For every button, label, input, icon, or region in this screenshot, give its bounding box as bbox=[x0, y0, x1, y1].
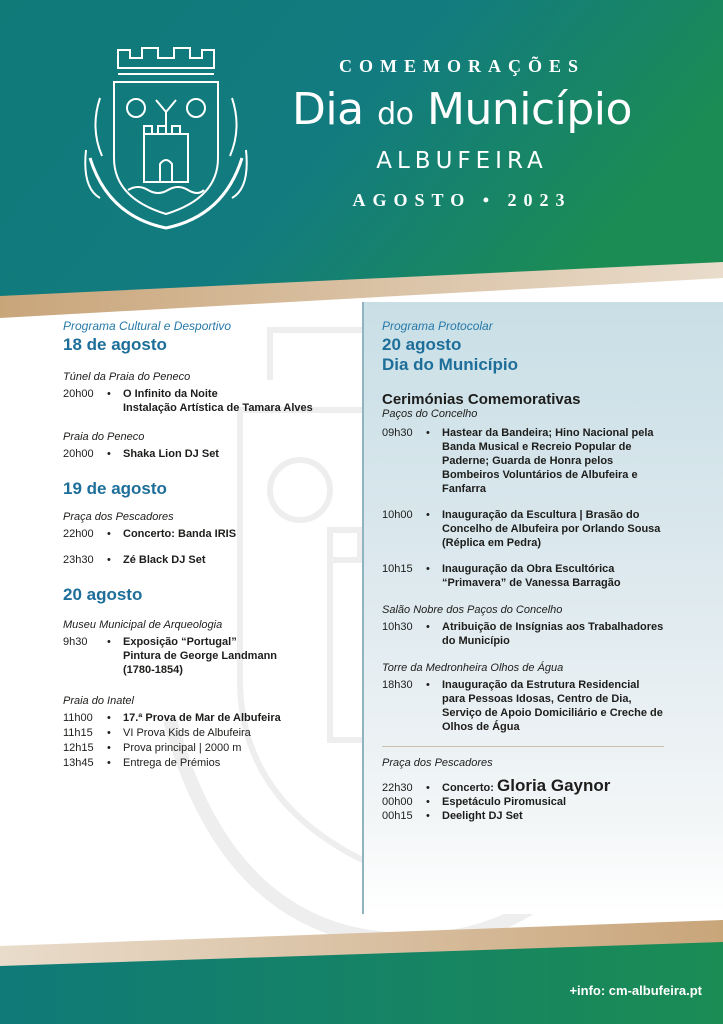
day-subtitle: Dia do Município bbox=[382, 355, 518, 374]
event-time: 22h30 bbox=[382, 782, 413, 794]
event-time: 10h30 bbox=[382, 621, 413, 633]
title-word-municipio: Município bbox=[413, 84, 632, 135]
event-time: 10h00 bbox=[382, 509, 413, 521]
footer-background bbox=[0, 920, 723, 1024]
event-desc: O Infinito da Noite Instalação Artística de Tamara Alves bbox=[123, 388, 313, 414]
city-name: ALBUFEIRA bbox=[376, 148, 548, 174]
section-divider bbox=[382, 746, 664, 747]
venue-label: Praia do Peneco bbox=[63, 431, 145, 443]
crest-icon bbox=[78, 38, 254, 234]
bullet: • bbox=[107, 757, 111, 769]
bullet: • bbox=[107, 448, 111, 460]
event-time: 10h15 bbox=[382, 563, 413, 575]
header-date: AGOSTO • 2023 bbox=[352, 190, 572, 210]
event-row bbox=[382, 426, 664, 496]
header-kicker: COMEMORAÇÕES bbox=[339, 56, 585, 76]
event-desc: Deelight DJ Set bbox=[442, 810, 523, 822]
venue-label: Praça dos Pescadores bbox=[63, 511, 174, 523]
bullet: • bbox=[426, 796, 430, 808]
event-row bbox=[382, 620, 664, 648]
event-desc: 17.ª Prova de Mar de Albufeira bbox=[123, 712, 281, 724]
event-desc: Concerto: Banda IRIS bbox=[123, 528, 237, 540]
footer-band bbox=[0, 920, 723, 1024]
bullet: • bbox=[107, 742, 111, 754]
event-time: 22h00 bbox=[63, 528, 94, 540]
event-row bbox=[382, 795, 664, 809]
bullet: • bbox=[107, 528, 111, 540]
venue-label: Paços do Concelho bbox=[382, 408, 478, 420]
bullet: • bbox=[107, 727, 111, 739]
event-desc: Atribuição de Insígnias aos Trabalhadores do Município bbox=[442, 621, 664, 647]
event-desc: Inauguração da Obra Escultórica “Primavera” de Vanessa Barragão bbox=[442, 563, 621, 589]
event-time: 11h15 bbox=[63, 727, 93, 739]
event-row bbox=[382, 508, 664, 550]
event-time: 23h30 bbox=[63, 554, 94, 566]
event-row bbox=[382, 562, 664, 590]
concert-prefix: Concerto: bbox=[442, 782, 497, 794]
day-heading: 20 agosto bbox=[63, 585, 143, 604]
ceremony-title: Cerimónias Comemorativas bbox=[382, 391, 581, 408]
bullet: • bbox=[426, 509, 430, 521]
bullet: • bbox=[426, 679, 430, 691]
event-time: 9h30 bbox=[63, 636, 88, 648]
page-title bbox=[262, 84, 662, 135]
event-time: 18h30 bbox=[382, 679, 413, 691]
concert-artist: Gloria Gaynor bbox=[497, 776, 611, 795]
event-desc: Zé Black DJ Set bbox=[123, 554, 206, 566]
bullet: • bbox=[426, 563, 430, 575]
event-desc: Hastear da Bandeira; Hino Nacional pela Banda Musical e Recreio Popular de Paderne; Guarda de Honra pelos Bombeiros Voluntários de Albufeira e Fanfarra bbox=[442, 427, 654, 495]
venue-label: Praça dos Pescadores bbox=[382, 757, 493, 769]
program-label: Programa Cultural e Desportivo bbox=[63, 319, 232, 333]
event-desc: Inauguração da Estrutura Residencial para Pessoas Idosas, Centro de Dia, Serviço de Apoio Domiciliário e Creche de Olhos de Água bbox=[442, 679, 663, 733]
bullet: • bbox=[426, 782, 430, 794]
bullet: • bbox=[426, 621, 430, 633]
protocol-program bbox=[382, 319, 664, 823]
program-label: Programa Protocolar bbox=[382, 319, 493, 333]
bullet: • bbox=[107, 712, 111, 724]
event-desc bbox=[442, 776, 611, 795]
bullet: • bbox=[426, 810, 430, 822]
bullet: • bbox=[426, 427, 430, 439]
event-time: 13h45 bbox=[63, 757, 94, 769]
event-time: 12h15 bbox=[63, 742, 94, 754]
day-heading: 19 de agosto bbox=[63, 479, 167, 498]
info-link[interactable]: +info: cm-albufeira.pt bbox=[569, 983, 702, 998]
venue-label: Túnel da Praia do Peneco bbox=[63, 371, 191, 383]
event-desc: Shaka Lion DJ Set bbox=[123, 448, 219, 460]
event-row bbox=[63, 756, 353, 770]
bullet: • bbox=[107, 554, 111, 566]
bullet: • bbox=[107, 388, 111, 400]
event-row bbox=[63, 527, 353, 541]
event-desc: VI Prova Kids de Albufeira bbox=[123, 727, 251, 739]
event-time: 11h00 bbox=[63, 712, 93, 724]
cultural-program bbox=[63, 319, 353, 770]
event-desc: Prova principal | 2000 m bbox=[123, 742, 242, 754]
venue-label: Museu Municipal de Arqueologia bbox=[63, 619, 223, 631]
venue-label: Salão Nobre dos Paços do Concelho bbox=[382, 604, 563, 616]
event-row bbox=[63, 635, 353, 677]
event-time: 09h30 bbox=[382, 427, 413, 439]
municipal-crest bbox=[78, 38, 254, 234]
title-word-dia: Dia bbox=[292, 84, 378, 135]
event-row bbox=[63, 741, 353, 755]
event-row bbox=[63, 711, 353, 725]
bullet: • bbox=[107, 636, 111, 648]
title-word-do: do bbox=[377, 97, 414, 132]
event-row bbox=[382, 678, 664, 734]
event-time: 20h00 bbox=[63, 388, 94, 400]
event-desc: Exposição “Portugal” Pintura de George Landmann (1780-1854) bbox=[123, 636, 278, 676]
event-row bbox=[63, 726, 353, 740]
day-heading: 20 agosto bbox=[382, 335, 462, 354]
venue-label: Praia do Inatel bbox=[63, 695, 134, 707]
event-time: 00h15 bbox=[382, 810, 413, 822]
event-time: 20h00 bbox=[63, 448, 94, 460]
day-heading: 18 de agosto bbox=[63, 335, 167, 354]
venue-label: Torre da Medronheira Olhos de Água bbox=[382, 662, 564, 674]
event-row bbox=[382, 809, 664, 823]
event-desc: Espetáculo Piromusical bbox=[442, 796, 567, 808]
event-row bbox=[382, 776, 664, 795]
event-row bbox=[63, 387, 353, 415]
event-time: 00h00 bbox=[382, 796, 413, 808]
event-row bbox=[63, 447, 353, 461]
event-desc: Entrega de Prémios bbox=[123, 757, 221, 769]
event-desc: Inauguração da Escultura | Brasão do Concelho de Albufeira por Orlando Sousa (Réplica em Pedra) bbox=[442, 509, 661, 549]
event-row bbox=[63, 553, 353, 567]
